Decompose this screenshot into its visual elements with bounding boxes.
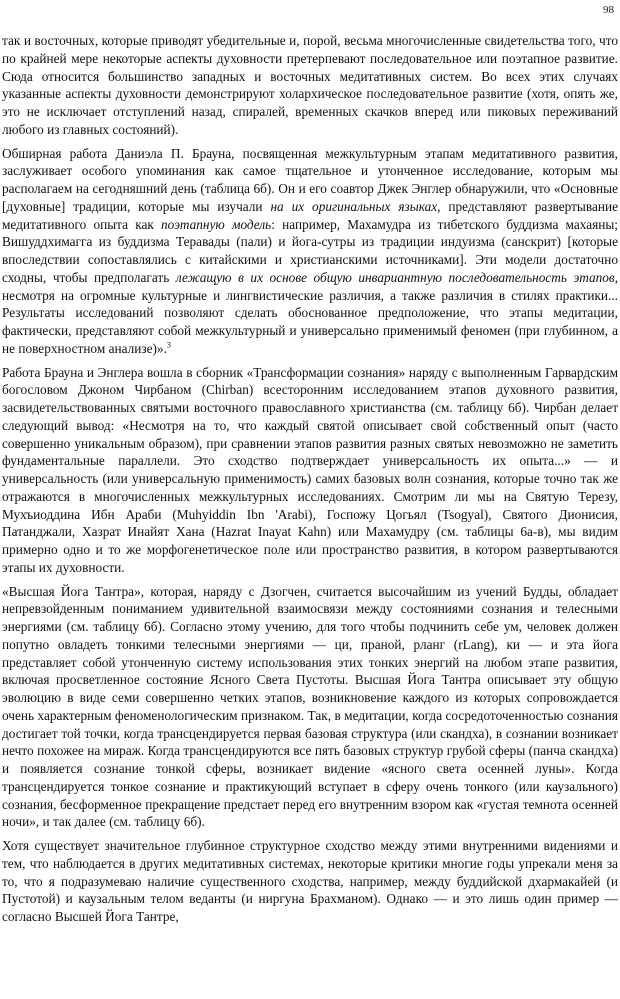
paragraph-text: : например, Махамудра из тибетского буддизма махаяны; Вишуддхимагга из буддизма Теравады (пали) и йога-сутры из традиции индуизма (санскрит) [которые впоследствии сопоставлялись с китайскими и христианскими источниками]. Эти модели достаточно сходны, чтобы предполагать bbox=[2, 216, 618, 285]
emphasis-text: лежащую в их основе общую инвариантную последовательность этапов bbox=[175, 269, 615, 285]
body-text bbox=[2, 32, 618, 932]
footnote-ref: 3 bbox=[166, 340, 171, 350]
paragraph bbox=[2, 32, 618, 139]
emphasis-text: на их оригинальных языках bbox=[270, 198, 438, 214]
emphasis-text: поэтапную модель bbox=[161, 216, 272, 232]
paragraph-text: , представляют развертывание медитативного опыта как bbox=[2, 198, 619, 232]
paragraph bbox=[2, 837, 618, 926]
paragraph bbox=[2, 145, 618, 358]
paragraph-text: Хотя существует значительное глубинное структурное сходство между этими внутренними видениями и тем, что наблюдается в других медитативных системах, некоторые критики многие годы упрекали меня за то, что я подразумеваю наличие существенного сходства, например, между буддийской дхармакайей (и Пустотой) и каузальным телом веданты (и ниргуна Брахманом). Однако — и это лишь один пример — согласно Высшей Йога Тантре, bbox=[2, 838, 618, 924]
paragraph-text: «Высшая Йога Тантра», которая, наряду с Дзогчен, считается высочайшим из учений Будды, обладает непревзойденным пониманием удивительной взаимосвязи между состояниями сознания и телесными энергиями (см. таблицу 6б). Согласно этому учению, для того чтобы подчинить себе ум, человек должен попутно овладеть тонкими телесными энергиями — ци, праной, рланг (rLang), ки — и эта йога представляет собой утонченную систему использования этих тонких энергий на любом этапе развития, включая просветленное состояние Ясного Света Пустоты. Высшая Йога Тантра описывает эту общую эволюцию в виде семи совершенно четких этапов, возникновение каждого из которых сопровождается очень характерным феноменологическим признаком. Так, в медитации, когда сосредоточенностью сознания достигает той точки, когда трансцендируется первая базовая структура (или скандха), в сознании возникает нечто похожее на мираж. Когда трансцендируются все пять базовых структур грубой сферы (панча скандха) и появляется сознание тонкой сферы, возникает видение «ясного света осенней луны». Когда трансцендируется тонкое сознание и практикующий вступает в сферу очень тонкого (или каузального) сознания, бесформенное прекращение предстает перед его внутренним взором как «густая темнота осенней ночи», и так далее (см. таблицу 6б). bbox=[2, 583, 618, 830]
page-number: 98 bbox=[603, 4, 614, 16]
paragraph-text: так и восточных, которые приводят убедительные и, порой, весьма многочисленные свидетельства того, что по крайней мере некоторые аспекты духовности претерпевают последовательное или поэтапное развитие. Сюда относится большинство западных и восточных медитативных систем. Во всех этих случаях указанные аспекты духовности демонстрируют холархическое последовательное развитие (хотя, опять же, это не исключает отступлений назад, спиралей, временных скачков вперед или пиковых переживаний любого из главных состояний). bbox=[2, 33, 618, 137]
paragraph-text: Обширная работа Даниэла П. Брауна, посвященная межкультурным этапам медитативного развития, заслуживает особого упоминания как самое тщательное и утонченное исследование, которым мы располагаем на сегодняшний день (таблица 6б). Он и его соавтор Джек Энглер обнаружили, что «Основные [духовные] традиции, которые мы изучали bbox=[2, 145, 618, 214]
paragraph bbox=[2, 583, 618, 832]
paragraph bbox=[2, 364, 618, 577]
paragraph-text: Работа Брауна и Энглера вошла в сборник «Трансформации сознания» наряду с выполненным Гарвардским богословом Джоном Чирбаном (Chirban) всесторонним исследованием этапов духовного развития, засвидетельствованных святыми восточного православного христианства (см. таблицу 6б). Чирбан делает следующий вывод: «Несмотря на то, что каждый святой описывает свой собственный опыт (часто совершенно уникальным образом), при сравнении этапов развития разных святых невозможно не заметить фундаментальные параллели. Это сходство подтверждает универсальность их опыта...» — и универсальность (или универсальную применимость) самих базовых волн сознания, которые точно так же отражаются в многочисленных межкультурных исследованиях. Смотрим ли мы на Святую Терезу, Мухъиоддина Ибн Араби (Muhyiddin Ibn 'Arabi), Госпожу Цогьял (Tsogyal), Святого Дионисия, Патанджали, Хазрат Инайят Хана (Hazrat Inayat Kahn) или Махамудру (см. таблицы 6а-в), мы видим примерно одно и то же морфогенетическое поле или пространство развития, в котором развертываются этапы их духовности. bbox=[2, 364, 618, 575]
paragraph-text: , несмотря на огромные культурные и лингвистические различия, а также различия в стилях практики... Результаты исследований позволяют сделать обоснованное предположение, что этапы медитации, фактически, представляют собой межкультурный и универсально применимый феномен (при глубинном, а не поверхностном анализе)». bbox=[2, 269, 619, 356]
